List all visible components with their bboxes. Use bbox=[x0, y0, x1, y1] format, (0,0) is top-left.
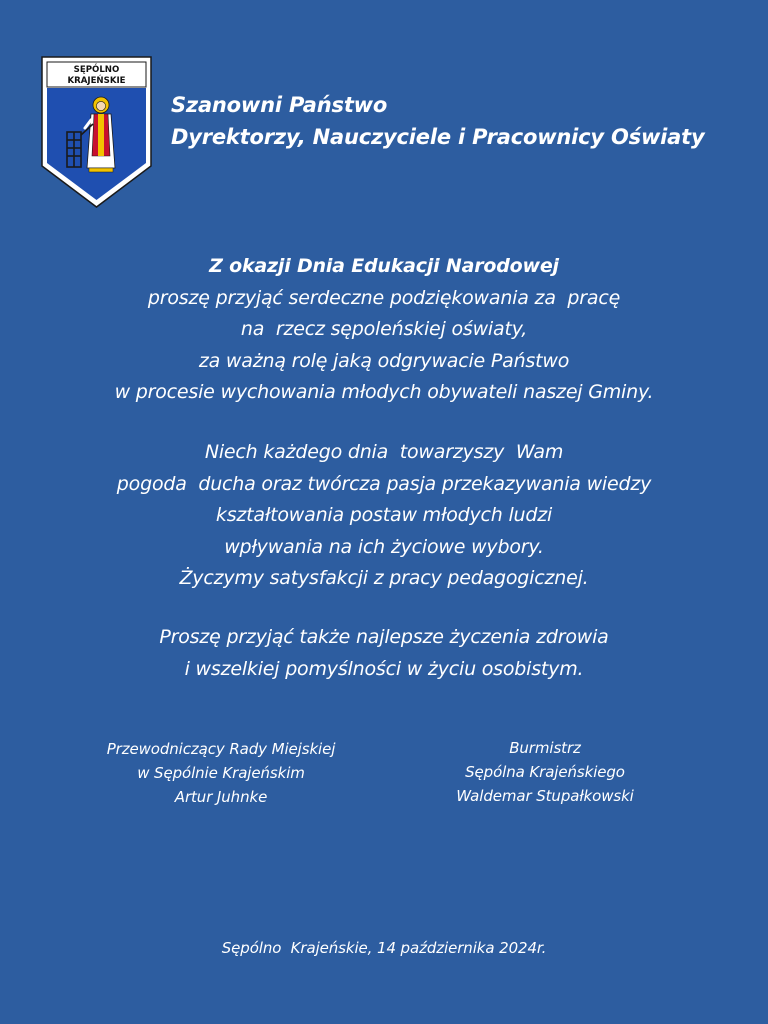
paragraph-line: i wszelkiej pomyślności w życiu osobistym. bbox=[184, 657, 584, 680]
paragraph-line: proszę przyjąć serdeczne podziękowania za pracę bbox=[147, 286, 621, 309]
signature-mayor bbox=[405, 736, 685, 808]
coat-of-arms-icon bbox=[41, 56, 152, 208]
salutation bbox=[171, 89, 761, 153]
paragraph-line: wpływania na ich życiowe wybory. bbox=[224, 535, 544, 558]
paragraph-line: kształtowania postaw młodych ludzi bbox=[215, 504, 553, 526]
paragraph-line: pogoda ducha oraz twórcza pasja przekazywania wiedzy bbox=[116, 472, 652, 495]
signature-council-chairman bbox=[81, 737, 361, 809]
paragraph-line: Życzymy satysfakcji z pracy pedagogicznej. bbox=[179, 567, 589, 589]
paragraph-line: za ważną rolę jaką odgrywacie Państwo bbox=[198, 349, 570, 372]
paragraph-thanks bbox=[0, 251, 768, 409]
signature-line: Sępólna Krajeńskiego bbox=[465, 763, 625, 781]
date-line: Sępólno Krajeńskie, 14 października 2024r. bbox=[221, 939, 547, 957]
signature-line: Przewodniczący Rady Miejskiej bbox=[106, 740, 336, 758]
paragraph-wishes bbox=[0, 437, 768, 595]
signature-line: Burmistrz bbox=[509, 739, 581, 757]
paragraph-health bbox=[0, 622, 768, 685]
coat-of-arms bbox=[41, 56, 152, 208]
paragraph-line: Z okazji Dnia Edukacji Narodowej bbox=[209, 255, 559, 277]
paragraph-line: w procesie wychowania młodych obywateli naszej Gminy. bbox=[114, 381, 654, 403]
salutation-line-2: Dyrektorzy, Nauczyciele i Pracownicy Oświaty bbox=[171, 125, 705, 149]
crest-banner-line2: KRAJEŃSKIE bbox=[67, 76, 126, 86]
signature-line: Artur Juhnke bbox=[174, 788, 268, 806]
paragraph-line: na rzecz sępoleńskiej oświaty, bbox=[240, 318, 528, 340]
paragraph-line: Niech każdego dnia towarzyszy Wam bbox=[204, 441, 564, 463]
signature-line: w Sępólnie Krajeńskim bbox=[137, 764, 305, 782]
salutation-line-1: Szanowni Państwo bbox=[171, 93, 388, 117]
paragraph-line: Proszę przyjąć także najlepsze życzenia zdrowia bbox=[159, 626, 609, 648]
signature-line: Waldemar Stupałkowski bbox=[456, 787, 634, 805]
crest-banner-line1: SĘPÓLNO bbox=[73, 65, 120, 75]
